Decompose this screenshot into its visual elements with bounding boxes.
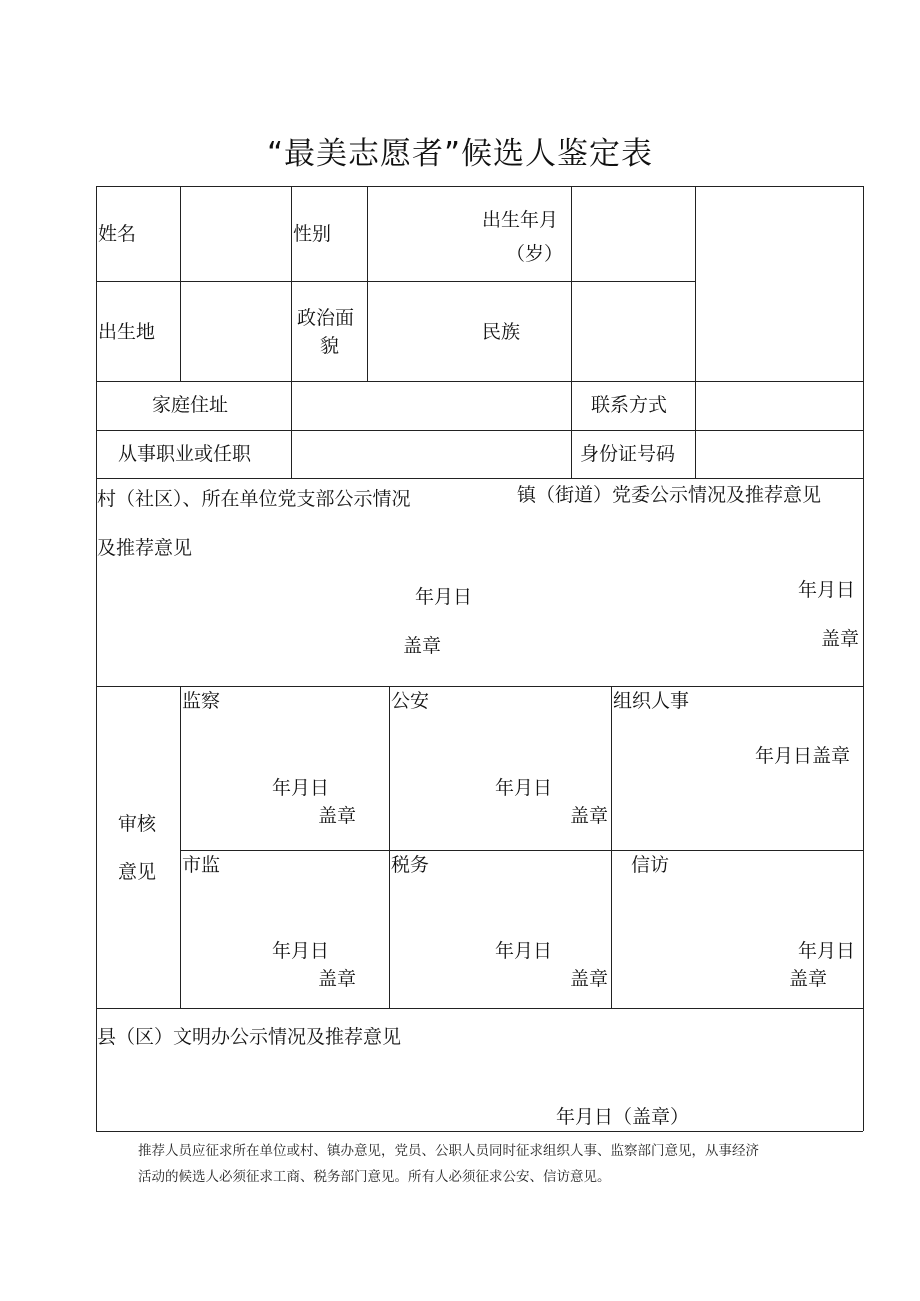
- row-divider: [96, 478, 863, 479]
- town-seal: 盖章: [821, 628, 860, 650]
- village-recommend-label-cont: 及推荐意见: [97, 537, 193, 559]
- birth-age-label: （岁）: [506, 243, 564, 265]
- row-divider: [180, 850, 863, 851]
- row-divider: [96, 381, 863, 382]
- col-divider: [180, 186, 181, 381]
- town-recommend-label: 镇（街道）党委公示情况及推荐意见: [517, 484, 822, 506]
- tax-date: 年月日: [495, 940, 553, 962]
- review-label: 审核: [118, 813, 157, 835]
- footnote-line: 推荐人员应征求所在单位或村、镇办意见，党员、公职人员同时征求组织人事、监察部门意见，从事经济: [138, 1143, 759, 1159]
- market-supervision-date: 年月日: [272, 940, 330, 962]
- review-label-cont: 意见: [118, 861, 157, 883]
- birth-date-label: 出生年月: [482, 209, 559, 231]
- public-security-seal: 盖章: [570, 805, 609, 827]
- supervision-label: 监察: [182, 690, 221, 712]
- col-divider: [291, 186, 292, 478]
- ethnicity-label: 民族: [482, 321, 521, 343]
- town-date: 年月日: [798, 579, 856, 601]
- village-date: 年月日: [415, 586, 473, 608]
- table-border-bottom: [96, 1131, 863, 1132]
- col-divider: [611, 686, 612, 1008]
- petition-date: 年月日: [798, 940, 856, 962]
- county-date-seal: 年月日（盖章）: [556, 1106, 690, 1128]
- tax-seal: 盖章: [570, 968, 609, 990]
- row-divider: [96, 1008, 863, 1009]
- occupation-label: 从事职业或任职: [118, 443, 252, 465]
- gender-label: 性别: [293, 223, 332, 245]
- col-divider: [180, 686, 181, 1008]
- political-status-label: 政治面: [297, 307, 355, 329]
- col-divider: [695, 186, 696, 478]
- supervision-seal: 盖章: [318, 805, 357, 827]
- row-divider: [96, 430, 863, 431]
- public-security-label: 公安: [391, 690, 430, 712]
- col-divider: [571, 186, 572, 478]
- supervision-date: 年月日: [272, 777, 330, 799]
- footnote: [138, 1138, 858, 1190]
- tax-label: 税务: [391, 854, 430, 876]
- petition-label: 信访: [631, 854, 670, 876]
- birthplace-label: 出生地: [98, 321, 156, 343]
- petition-seal: 盖章: [789, 968, 828, 990]
- market-supervision-seal: 盖章: [318, 968, 357, 990]
- county-recommend-label: 县（区）文明办公示情况及推荐意见: [97, 1026, 402, 1048]
- form-title: “最美志愿者”候选人鉴定表: [266, 136, 654, 172]
- table-border-left: [96, 186, 97, 1131]
- contact-label: 联系方式: [591, 394, 668, 416]
- village-recommend-label: 村（社区）、所在单位党支部公示情况: [97, 488, 411, 510]
- organization-label: 组织人事: [613, 690, 690, 712]
- col-divider: [389, 686, 390, 1008]
- village-seal: 盖章: [403, 635, 442, 657]
- organization-date-seal: 年月日盖章: [755, 745, 851, 767]
- id-number-label: 身份证号码: [580, 443, 676, 465]
- col-divider: [367, 186, 368, 381]
- political-status-label-cont: 貌: [320, 335, 340, 357]
- footnote-line: 活动的候选人必须征求工商、税务部门意见。所有人必须征求公安、信访意见。: [138, 1169, 611, 1185]
- table-border-top: [96, 186, 863, 187]
- name-label: 姓名: [98, 223, 137, 245]
- home-address-label: 家庭住址: [152, 394, 229, 416]
- row-divider: [96, 281, 695, 282]
- public-security-date: 年月日: [495, 777, 553, 799]
- market-supervision-label: 市监: [182, 854, 221, 876]
- table-border-right: [863, 186, 864, 1131]
